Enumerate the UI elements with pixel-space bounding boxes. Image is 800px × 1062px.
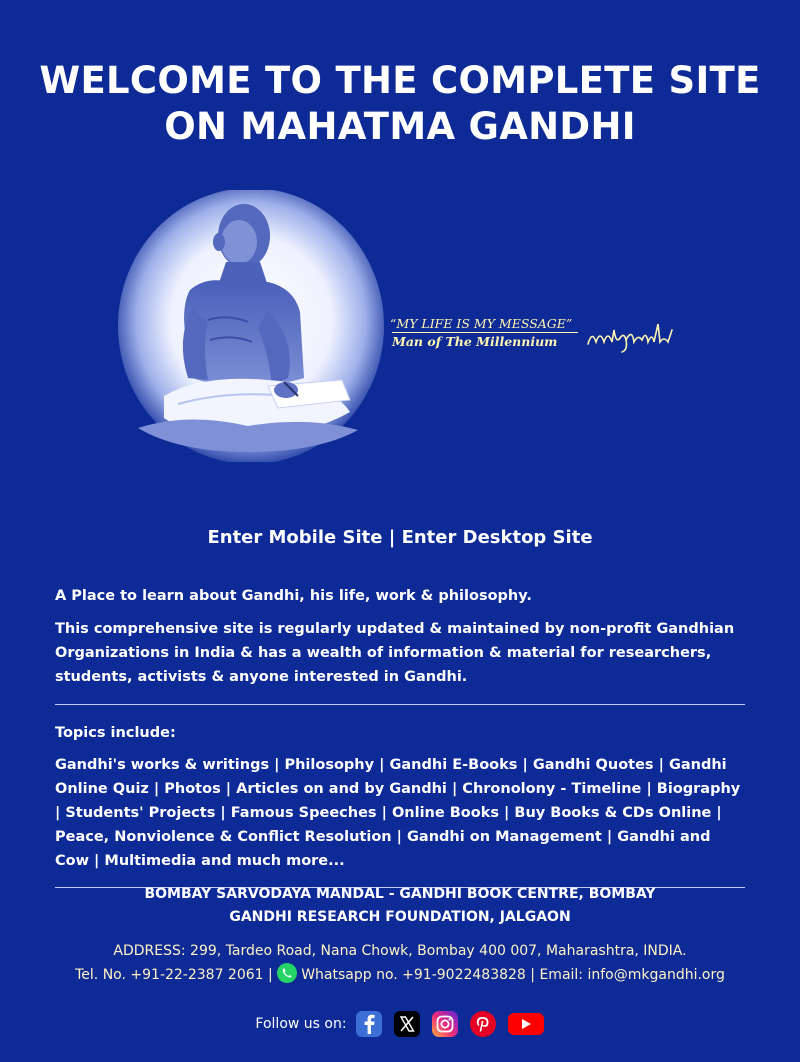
social-follow-bar [0, 1010, 800, 1038]
youtube-icon[interactable] [507, 1010, 545, 1038]
instagram-icon[interactable] [431, 1010, 459, 1038]
enter-desktop-site-link[interactable]: Enter Desktop Site [401, 527, 593, 548]
organization-names [0, 883, 800, 929]
intro-description: This comprehensive site is regularly updated & maintained by non-profit Gandhian Organizations in India & has a wealth of information & material for researchers, students, activists & anyone interested in Gandhi. [55, 621, 735, 685]
contact-info [0, 939, 800, 987]
topic-link[interactable]: Multimedia and much more... [104, 853, 345, 869]
topic-separator: | [215, 805, 231, 821]
telephone-number: Tel. No. +91-22-2387 2061 | [75, 967, 273, 983]
title-line-1: WELCOME TO THE COMPLETE SITE [39, 59, 761, 102]
topic-separator: | [391, 829, 408, 845]
topic-separator: | [653, 757, 669, 773]
topic-link[interactable]: Biography [656, 781, 741, 797]
topic-separator: | [601, 829, 618, 845]
topic-separator: | [517, 757, 533, 773]
topic-link[interactable]: Gandhi on Management [407, 829, 602, 845]
topics-list [55, 753, 745, 873]
topic-link[interactable]: Philosophy [284, 757, 375, 773]
topic-link[interactable]: Famous Speeches [230, 805, 377, 821]
topic-link[interactable]: Peace, Nonviolence & Conflict Resolution [55, 829, 392, 845]
gandhi-portrait-image [118, 190, 384, 462]
facebook-icon[interactable] [355, 1010, 383, 1038]
topic-link[interactable]: Online Books [391, 805, 499, 821]
topic-link[interactable]: Photos [164, 781, 221, 797]
topic-separator: | [89, 853, 105, 869]
topic-separator: | [641, 781, 657, 797]
topic-link[interactable]: Gandhi Quotes [532, 757, 654, 773]
whatsapp-icon [277, 963, 297, 983]
topic-link[interactable]: Gandhi and Cow [55, 829, 711, 869]
org-line-1: BOMBAY SARVODAYA MANDAL - GANDHI BOOK CENTRE, BOMBAY [144, 886, 656, 902]
pinterest-icon[interactable] [469, 1010, 497, 1038]
divider [55, 704, 745, 705]
x-icon[interactable] [393, 1010, 421, 1038]
topic-link[interactable]: Students' Projects [65, 805, 216, 821]
tagline-banner [390, 316, 690, 360]
topic-separator: | [376, 805, 392, 821]
topic-separator: | [446, 781, 463, 797]
site-entry-links [0, 526, 800, 550]
topic-link[interactable]: Chronolony - Timeline [462, 781, 642, 797]
title-line-2: ON MAHATMA GANDHI [164, 105, 636, 148]
entry-separator: | [382, 527, 402, 548]
topic-separator: | [148, 781, 165, 797]
tagline-quote: “MY LIFE IS MY MESSAGE” [390, 316, 573, 331]
address-line: ADDRESS: 299, Tardeo Road, Nana Chowk, Bombay 400 007, Maharashtra, INDIA. [113, 943, 687, 959]
topic-link[interactable]: Gandhi E-Books [389, 757, 518, 773]
topic-separator: | [55, 805, 66, 821]
topic-separator: | [374, 757, 390, 773]
topic-link[interactable]: Gandhi Online Quiz [55, 757, 727, 797]
topics-heading: Topics include: [55, 725, 176, 741]
whatsapp-number: Whatsapp no. +91-9022483828 [301, 967, 526, 983]
topic-separator: | [269, 757, 285, 773]
topic-separator: | [711, 805, 722, 821]
email-address[interactable]: | Email: info@mkgandhi.org [530, 967, 725, 983]
page-title [0, 58, 800, 150]
org-line-2: GANDHI RESEARCH FOUNDATION, JALGAON [229, 909, 571, 925]
topic-link[interactable]: Buy Books & CDs Online [514, 805, 712, 821]
enter-mobile-site-link[interactable]: Enter Mobile Site [207, 527, 383, 548]
topic-separator: | [499, 805, 515, 821]
tagline-underline [392, 332, 578, 333]
intro-section [55, 584, 745, 888]
follow-label: Follow us on: [255, 1016, 347, 1032]
topic-link[interactable]: Articles on and by Gandhi [236, 781, 447, 797]
tagline-subtitle: Man of The Millennium [392, 334, 558, 349]
gandhi-signature-image [586, 320, 682, 356]
phone-line [0, 963, 800, 987]
topic-link[interactable]: Gandhi's works & writings [55, 757, 270, 773]
intro-tagline: A Place to learn about Gandhi, his life, work & philosophy. [55, 588, 532, 604]
topic-separator: | [220, 781, 237, 797]
